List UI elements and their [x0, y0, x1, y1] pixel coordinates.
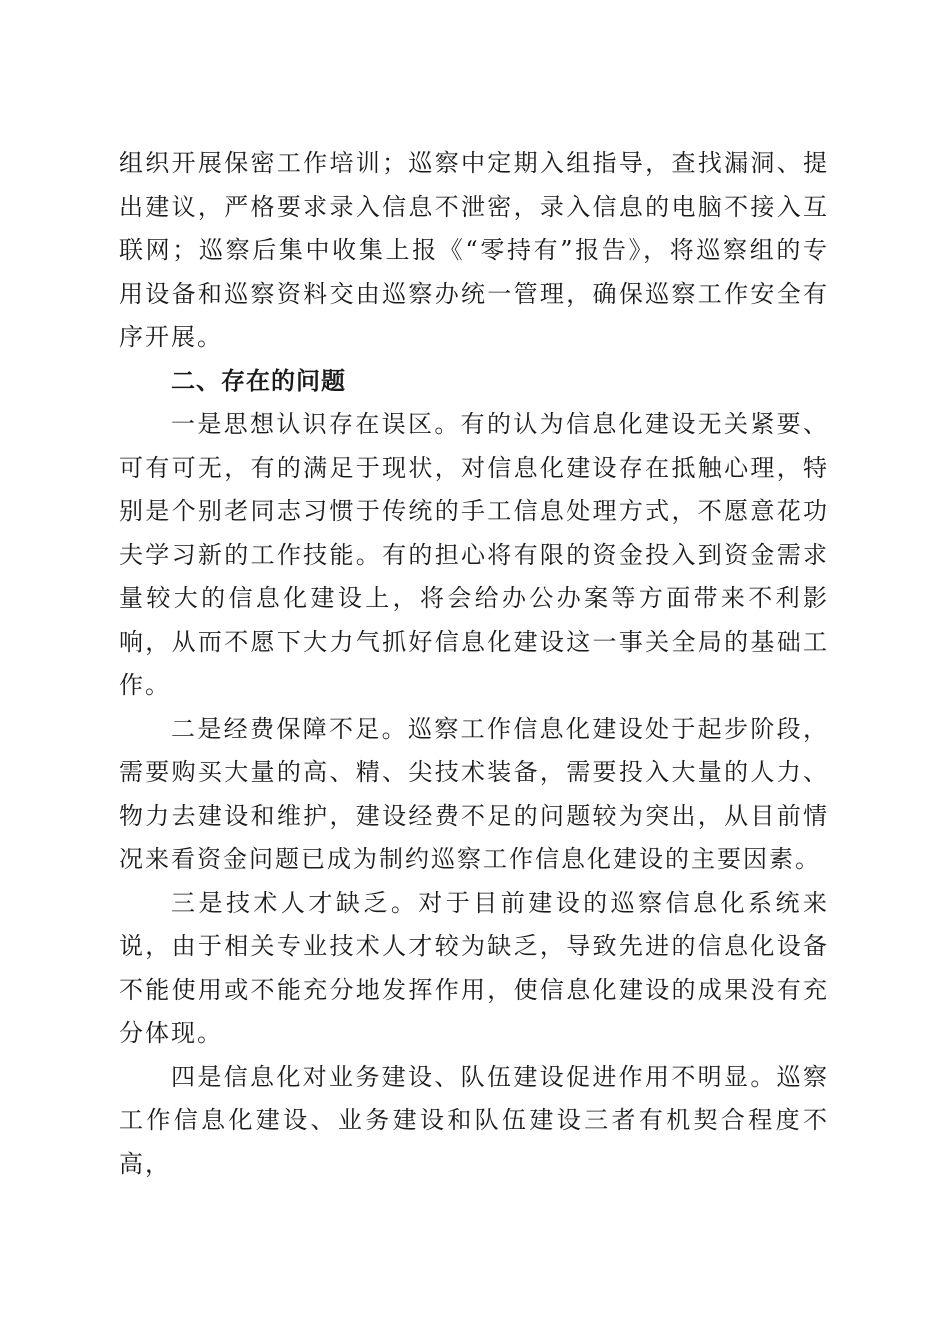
continuation-paragraph: 组织开展保密工作培训；巡察中定期入组指导，查找漏洞、提出建议，严格要求录入信息不泄密，录入信息的电脑不接入互联网；巡察后集中收集上报《“零持有”报告》，将巡察组的专用设备和巡察资料交由巡察办统一管理，确保巡察工作安全有序开展。 [119, 149, 829, 351]
paragraph-problem-1: 一是思想认识存在误区。有的认为信息化建设无关紧要、可有可无，有的满足于现状，对信息化建设存在抵触心理，特别是个别老同志习惯于传统的手工信息处理方式，不愿意花功夫学习新的工作技能。有的担心将有限的资金投入到资金需求量较大的信息化建设上，将会给办公办案等方面带来不利影响，从而不愿下大力气抓好信息化建设这一事关全局的基础工作。 [119, 410, 829, 699]
paragraph-problem-2: 二是经费保障不足。巡察工作信息化建设处于起步阶段，需要购买大量的高、精、尖技术装备，需要投入大量的人力、物力去建设和维护，建设经费不足的问题较为突出，从目前情况来看资金问题已成为制约巡察工作信息化建设的主要因素。 [119, 714, 829, 873]
paragraph-problem-3: 三是技术人才缺乏。对于目前建设的巡察信息化系统来说，由于相关专业技术人才较为缺乏，导致先进的信息化设备不能使用或不能充分地发挥作用，使信息化建设的成果没有充分体现。 [119, 888, 829, 1047]
document-body [119, 142, 829, 1186]
section-heading: 二、存在的问题 [171, 366, 346, 395]
paragraph-problem-4: 四是信息化对业务建设、队伍建设促进作用不明显。巡察工作信息化建设、业务建设和队伍建设三者有机契合程度不高， [119, 1062, 829, 1178]
